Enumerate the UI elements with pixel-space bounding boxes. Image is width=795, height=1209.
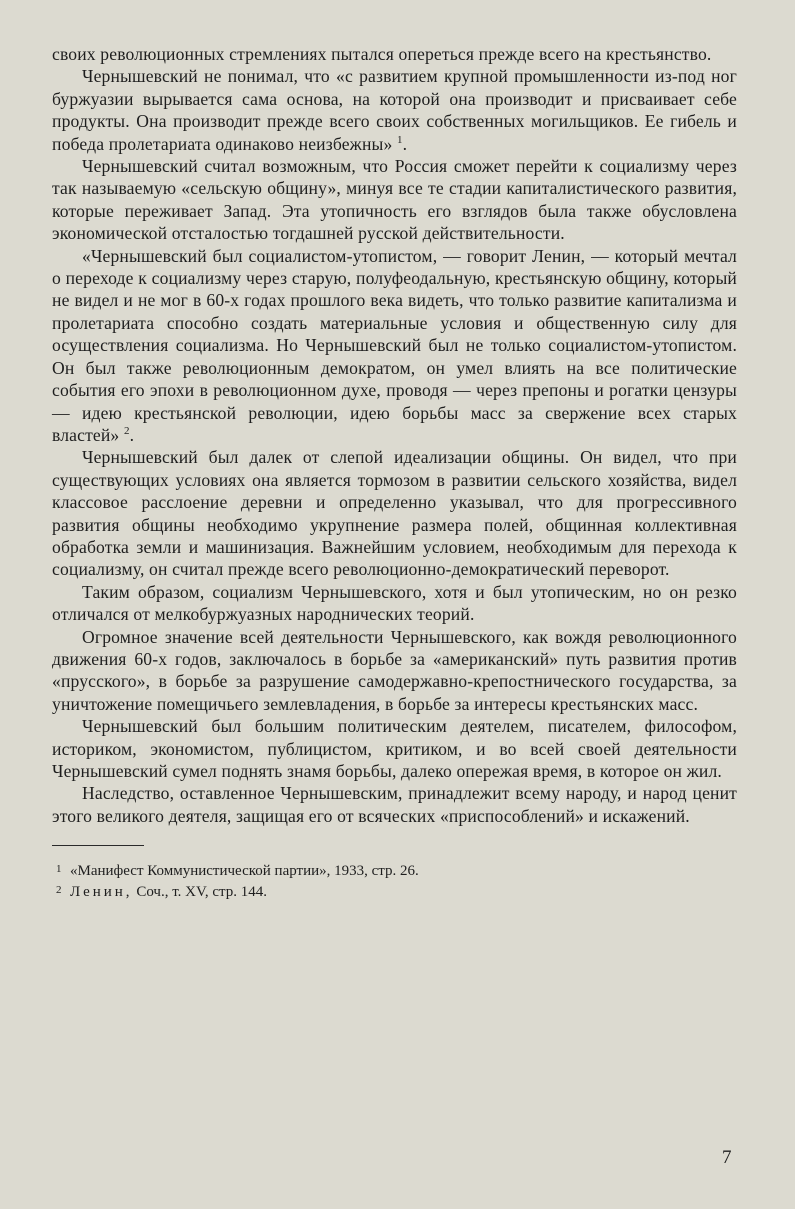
footnote-2 — [52, 881, 737, 902]
page-number: 7 — [722, 1147, 732, 1168]
footnote-divider — [52, 845, 144, 846]
page-body — [52, 43, 737, 902]
footnote-text-2: Соч., т. XV, стр. 144. — [136, 884, 268, 901]
paragraph-continuation: своих революционных стремлениях пытался опереться прежде всего на крестьянство. — [52, 44, 712, 64]
footnote-author-2: Ленин, — [70, 884, 133, 901]
footnote-mark-1: 1 — [56, 863, 62, 876]
paragraph-lenin-quote: «Чернышевский был социалистом-утопистом, — говорит Ленин, — который мечтал о переходе к социализму через старую, полуфеодальную, крестьянскую общину, который не видел и не мог в 60-х годах прошлого века видеть, что только развитие капитализма и пролетариата способно создать материальные условия и общественную силу для осуществления социализма. Но Чернышевский был не только социалистом-утопистом. Он был также революционным демократом, он умел влиять на все политические события его эпохи в революционном духе, проводя — через препоны и рогатки цензуры — идею крестьянской революции, идею борьбы масс за свержение всех старых властей» $^2$. — [52, 245, 737, 445]
footnote-ref-2[interactable]: 2 — [123, 425, 130, 438]
paragraph-legacy: Наследство, оставленное Чернышевским, принадлежит всему народу, и народ ценит этого великого деятеля, защищая его от всяческих «приспособлений» и искажений. — [52, 783, 737, 826]
paragraph-idealization: Чернышевский был далек от слепой идеализации общины. Он видел, что при существующих условиях она является тормозом в развитии сельского хозяйства, видел классовое расслоение деревни и определенно указывал, что для прогрессивного развития общины необходимо укрупнение размера полей, общинная коллективная обработка земли и машинизация. Важнейшим условием, необходимым для перехода к социализму, он считал прежде всего революционно-демократический переворот. — [52, 447, 737, 580]
footnote-text-1: «Манифест Коммунистической партии», 1933, стр. 26. — [70, 863, 419, 880]
paragraph-significance: Огромное значение всей деятельности Чернышевского, как вождя революционного движения 60-х годов, заключалось в борьбе за «американский» путь развития против «прусского», в борьбе за разрушение самодержавно-крепостнического государства, за уничтожение помещичьего землевладения, в борьбе за интересы крестьянских масс. — [52, 626, 737, 714]
footnote-mark-2: 2 — [56, 884, 62, 897]
paragraph-manifesto-quote: Чернышевский не понимал, что «с развитием крупной промышленности из-под ног буржуазии вырывается сама основа, на которой она производит и присваивает себе продукты. Она производит прежде всего своих собственных могильщиков. Ее гибель и победа пролетариата одинаково неизбежны» $^1$. — [52, 66, 737, 154]
paragraph-utopian: Таким образом, социализм Чернышевского, хотя и был утопическим, но он резко отличался от мелкобуржуазных народнических теорий. — [52, 581, 737, 625]
paragraph-activist: Чернышевский был большим политическим деятелем, писателем, философом, историком, экономистом, публицистом, критиком, и во всей своей деятельности Чернышевский сумел поднять знамя борьбы, далеко опережая время, в которое он жил. — [52, 716, 737, 781]
paragraph-community: Чернышевский считал возможным, что Россия сможет перейти к социализму через так называемую «сельскую общину», минуя все те стадии капиталистического развития, которые переживает Запад. Эта утопичность его взглядов была также обусловлена экономической отсталостью тогдашней русской действительности. — [52, 156, 737, 244]
footnote-ref-1[interactable]: 1 — [397, 133, 403, 146]
footnote-1 — [52, 860, 737, 881]
